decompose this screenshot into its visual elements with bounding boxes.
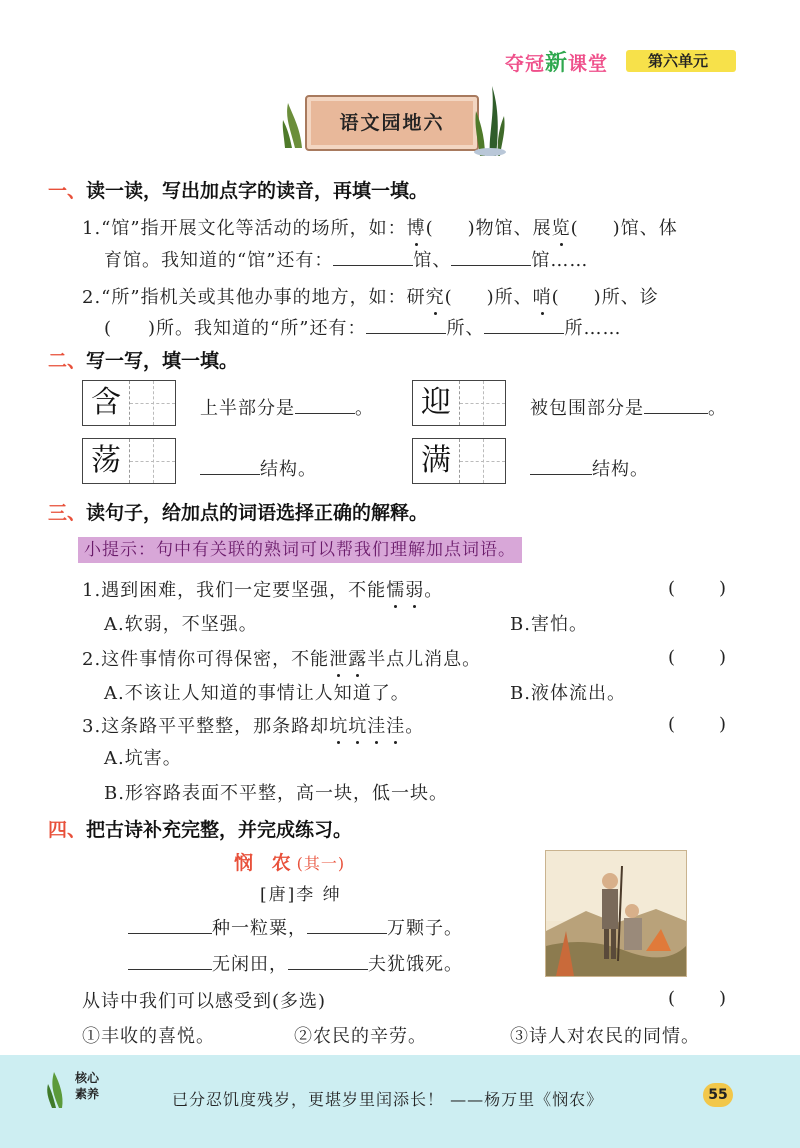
section-banner: 语文园地六	[305, 95, 479, 151]
farmers-illustration-icon	[546, 851, 686, 976]
empty-cell[interactable]	[459, 381, 505, 425]
answer-blank[interactable]	[307, 917, 387, 934]
empty-cell[interactable]	[459, 439, 505, 483]
answer-paren[interactable]: ( )	[668, 714, 727, 735]
hint-box: 小提示：句中有关联的熟词可以帮我们理解加点词语。	[78, 537, 522, 563]
answer-blank[interactable]	[366, 317, 446, 334]
option-b: B.液体流出。	[510, 683, 626, 704]
poem-line-2: 无闲田， 夫犹饿死。	[128, 950, 463, 976]
option-a: A.坑害。	[104, 748, 182, 769]
brand-logo: 夺冠新课堂	[505, 51, 609, 76]
grid-character: 满	[421, 443, 451, 478]
choice-1[interactable]: ①丰收的喜悦。	[82, 1026, 215, 1047]
choice-2[interactable]: ②农民的辛劳。	[294, 1026, 427, 1047]
answer-blank[interactable]	[451, 249, 531, 266]
answer-blank[interactable]	[530, 458, 592, 475]
writing-grid	[82, 438, 176, 484]
poem-author: [唐]李 绅	[260, 885, 342, 905]
answer-paren[interactable]: ( )	[668, 647, 727, 668]
writing-grid	[82, 380, 176, 426]
section-4-title: 四、把古诗补充完整，并完成练习。	[48, 819, 353, 841]
answer-blank[interactable]	[128, 953, 212, 970]
poem-title: 悯 农(其一)	[234, 852, 346, 874]
section-1-title: 一、读一读，写出加点字的读音，再填一填。	[48, 180, 429, 202]
option-b: B.形容路表面不平整，高一块，低一块。	[104, 783, 448, 804]
s2-blank-1: 上半部分是 。	[200, 398, 374, 419]
poem-illustration	[545, 850, 687, 977]
s1-line-3: 2.“所”指机关或其他办事的地方，如：研究( )所、哨( )所、诊	[82, 283, 659, 309]
seaweed-decoration-icon	[470, 86, 510, 156]
answer-blank[interactable]	[295, 397, 355, 414]
s1-line-2: 育馆。我知道的“馆”还有： 馆、 馆……	[104, 250, 589, 271]
empty-cell[interactable]	[129, 381, 175, 425]
page-number: 55	[703, 1083, 733, 1107]
footer-quote: 已分忍饥度残岁，更堪岁里闰添长！ ——杨万里《悯农》	[172, 1090, 604, 1109]
grid-character: 含	[91, 385, 121, 420]
answer-blank[interactable]	[128, 917, 212, 934]
empty-cell[interactable]	[129, 439, 175, 483]
section-3-title: 三、读句子，给加点的词语选择正确的解释。	[48, 502, 429, 524]
question-1: 1.遇到困难，我们一定要坚强，不能懦弱。	[82, 576, 443, 602]
s2-blank-2: 被包围部分是 。	[530, 398, 727, 419]
answer-blank[interactable]	[288, 953, 368, 970]
option-a: A.软弱，不坚强。	[104, 614, 258, 635]
answer-paren[interactable]: ( )	[668, 578, 727, 599]
choice-3[interactable]: ③诗人对农民的同情。	[510, 1026, 700, 1047]
core-literacy-badge: 核心 素养	[74, 1071, 99, 1101]
s1-line-1: 1.“馆”指开展文化等活动的场所，如：博( )物馆、展览( )馆、体	[82, 214, 678, 240]
answer-blank[interactable]	[333, 249, 413, 266]
answer-blank[interactable]	[644, 397, 708, 414]
unit-tab: 第六单元	[626, 50, 736, 72]
s1-line-4: ( )所。我知道的“所”还有： 所、 所……	[104, 318, 622, 339]
s2-blank-4: 结构。	[530, 455, 649, 481]
answer-paren[interactable]: ( )	[668, 988, 727, 1009]
section-2-title: 二、写一写，填一填。	[48, 350, 239, 372]
answer-blank[interactable]	[200, 458, 260, 475]
question-2: 2.这件事情你可得保密，不能泄露半点儿消息。	[82, 645, 481, 671]
writing-grid	[412, 438, 506, 484]
poem-question: 从诗中我们可以感受到(多选)	[82, 991, 327, 1012]
option-a: A.不该让人知道的事情让人知道了。	[104, 683, 410, 704]
option-b: B.害怕。	[510, 614, 588, 635]
grid-character: 迎	[421, 385, 451, 420]
grid-character: 荡	[91, 443, 121, 478]
answer-blank[interactable]	[484, 317, 564, 334]
writing-grid	[412, 380, 506, 426]
s2-blank-3: 结构。	[200, 455, 317, 481]
question-3: 3.这条路平平整整，那条路却坑坑洼洼。	[82, 712, 424, 738]
poem-line-1: 种一粒粟， 万颗子。	[128, 914, 463, 940]
